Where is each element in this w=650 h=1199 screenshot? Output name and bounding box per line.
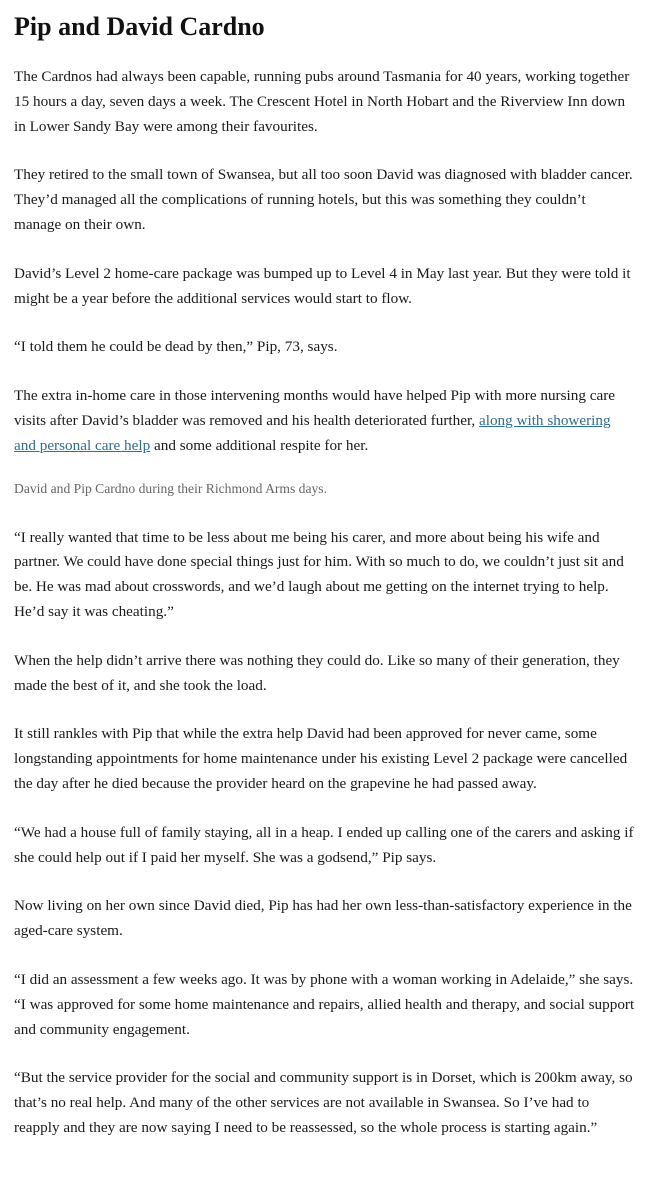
paragraph-6: “I really wanted that time to be less about me being his carer, and more about being his wife and partner. We could have done special things just for him. With so much to do, we couldn’t just sit and be. He was mad about crosswords, and we’d laugh about me getting on the internet trying to help. He’d say it was cheating.” — [14, 528, 624, 620]
paragraph-5-text-start: The extra in-home care in those intervening months would have helped Pip with more nursing care visits after David’s bladder was removed and his health deteriorated further, — [14, 387, 616, 429]
photo-caption: David and Pip Cardno during their Richmond Arms days. — [14, 480, 328, 496]
paragraph-11: “I did an assessment a few weeks ago. It was by phone with a woman working in Adelaide,” she says. “I was approved for some home maintenance and repairs, allied health and therapy, and social support and community engagement. — [14, 970, 635, 1038]
paragraph-8: It still rankles with Pip that while the extra help David had been approved for never came, some longstanding appointments for home maintenance under his existing Level 2 package were cancelled the day after he died because the provider heard on the grapevine he had passed away. — [14, 725, 628, 792]
paragraph-3: David’s Level 2 home-care package was bumped up to Level 4 in May last year. But they were told it might be a year before the additional services would start to flow. — [14, 264, 631, 307]
paragraph-9: “We had a house full of family staying, all in a heap. I ended up calling one of the carers and asking if she could help out if I paid her myself. She was a godsend,” Pip says. — [14, 823, 634, 866]
paragraph-1: The Cardnos had always been capable, running pubs around Tasmania for 40 years, working together 15 hours a day, seven days a week. The Crescent Hotel in North Hobart and the Riverview Inn down in Lower Sandy Bay were among their favourites. — [14, 68, 630, 135]
showering-care-link[interactable]: along with showering and personal care help — [14, 411, 611, 454]
paragraph-4: “I told them he could be dead by then,” Pip, 73, says. — [14, 338, 338, 356]
paragraph-7: When the help didn’t arrive there was nothing they could do. Like so many of their generation, they made the best of it, and she took the load. — [14, 651, 620, 694]
article-title: Pip and David Cardno — [14, 12, 265, 41]
paragraph-5 — [14, 384, 636, 458]
paragraph-10: Now living on her own since David died, Pip has had her own less-than-satisfactory experience in the aged-care system. — [14, 897, 632, 940]
paragraph-2: They retired to the small town of Swansea, but all too soon David was diagnosed with bladder cancer. They’d managed all the complications of running hotels, but this was something they couldn’t manage on their own. — [14, 166, 633, 233]
paragraph-5-text-end: and some additional respite for her. — [150, 436, 369, 454]
paragraph-12: “But the service provider for the social and community support is in Dorset, which is 200km away, so that’s no real help. And many of the other services are not available in Swansea. So I’ve had to reapply and they are now saying I need to be reassessed, so the whole process is starting again.” — [14, 1069, 633, 1136]
